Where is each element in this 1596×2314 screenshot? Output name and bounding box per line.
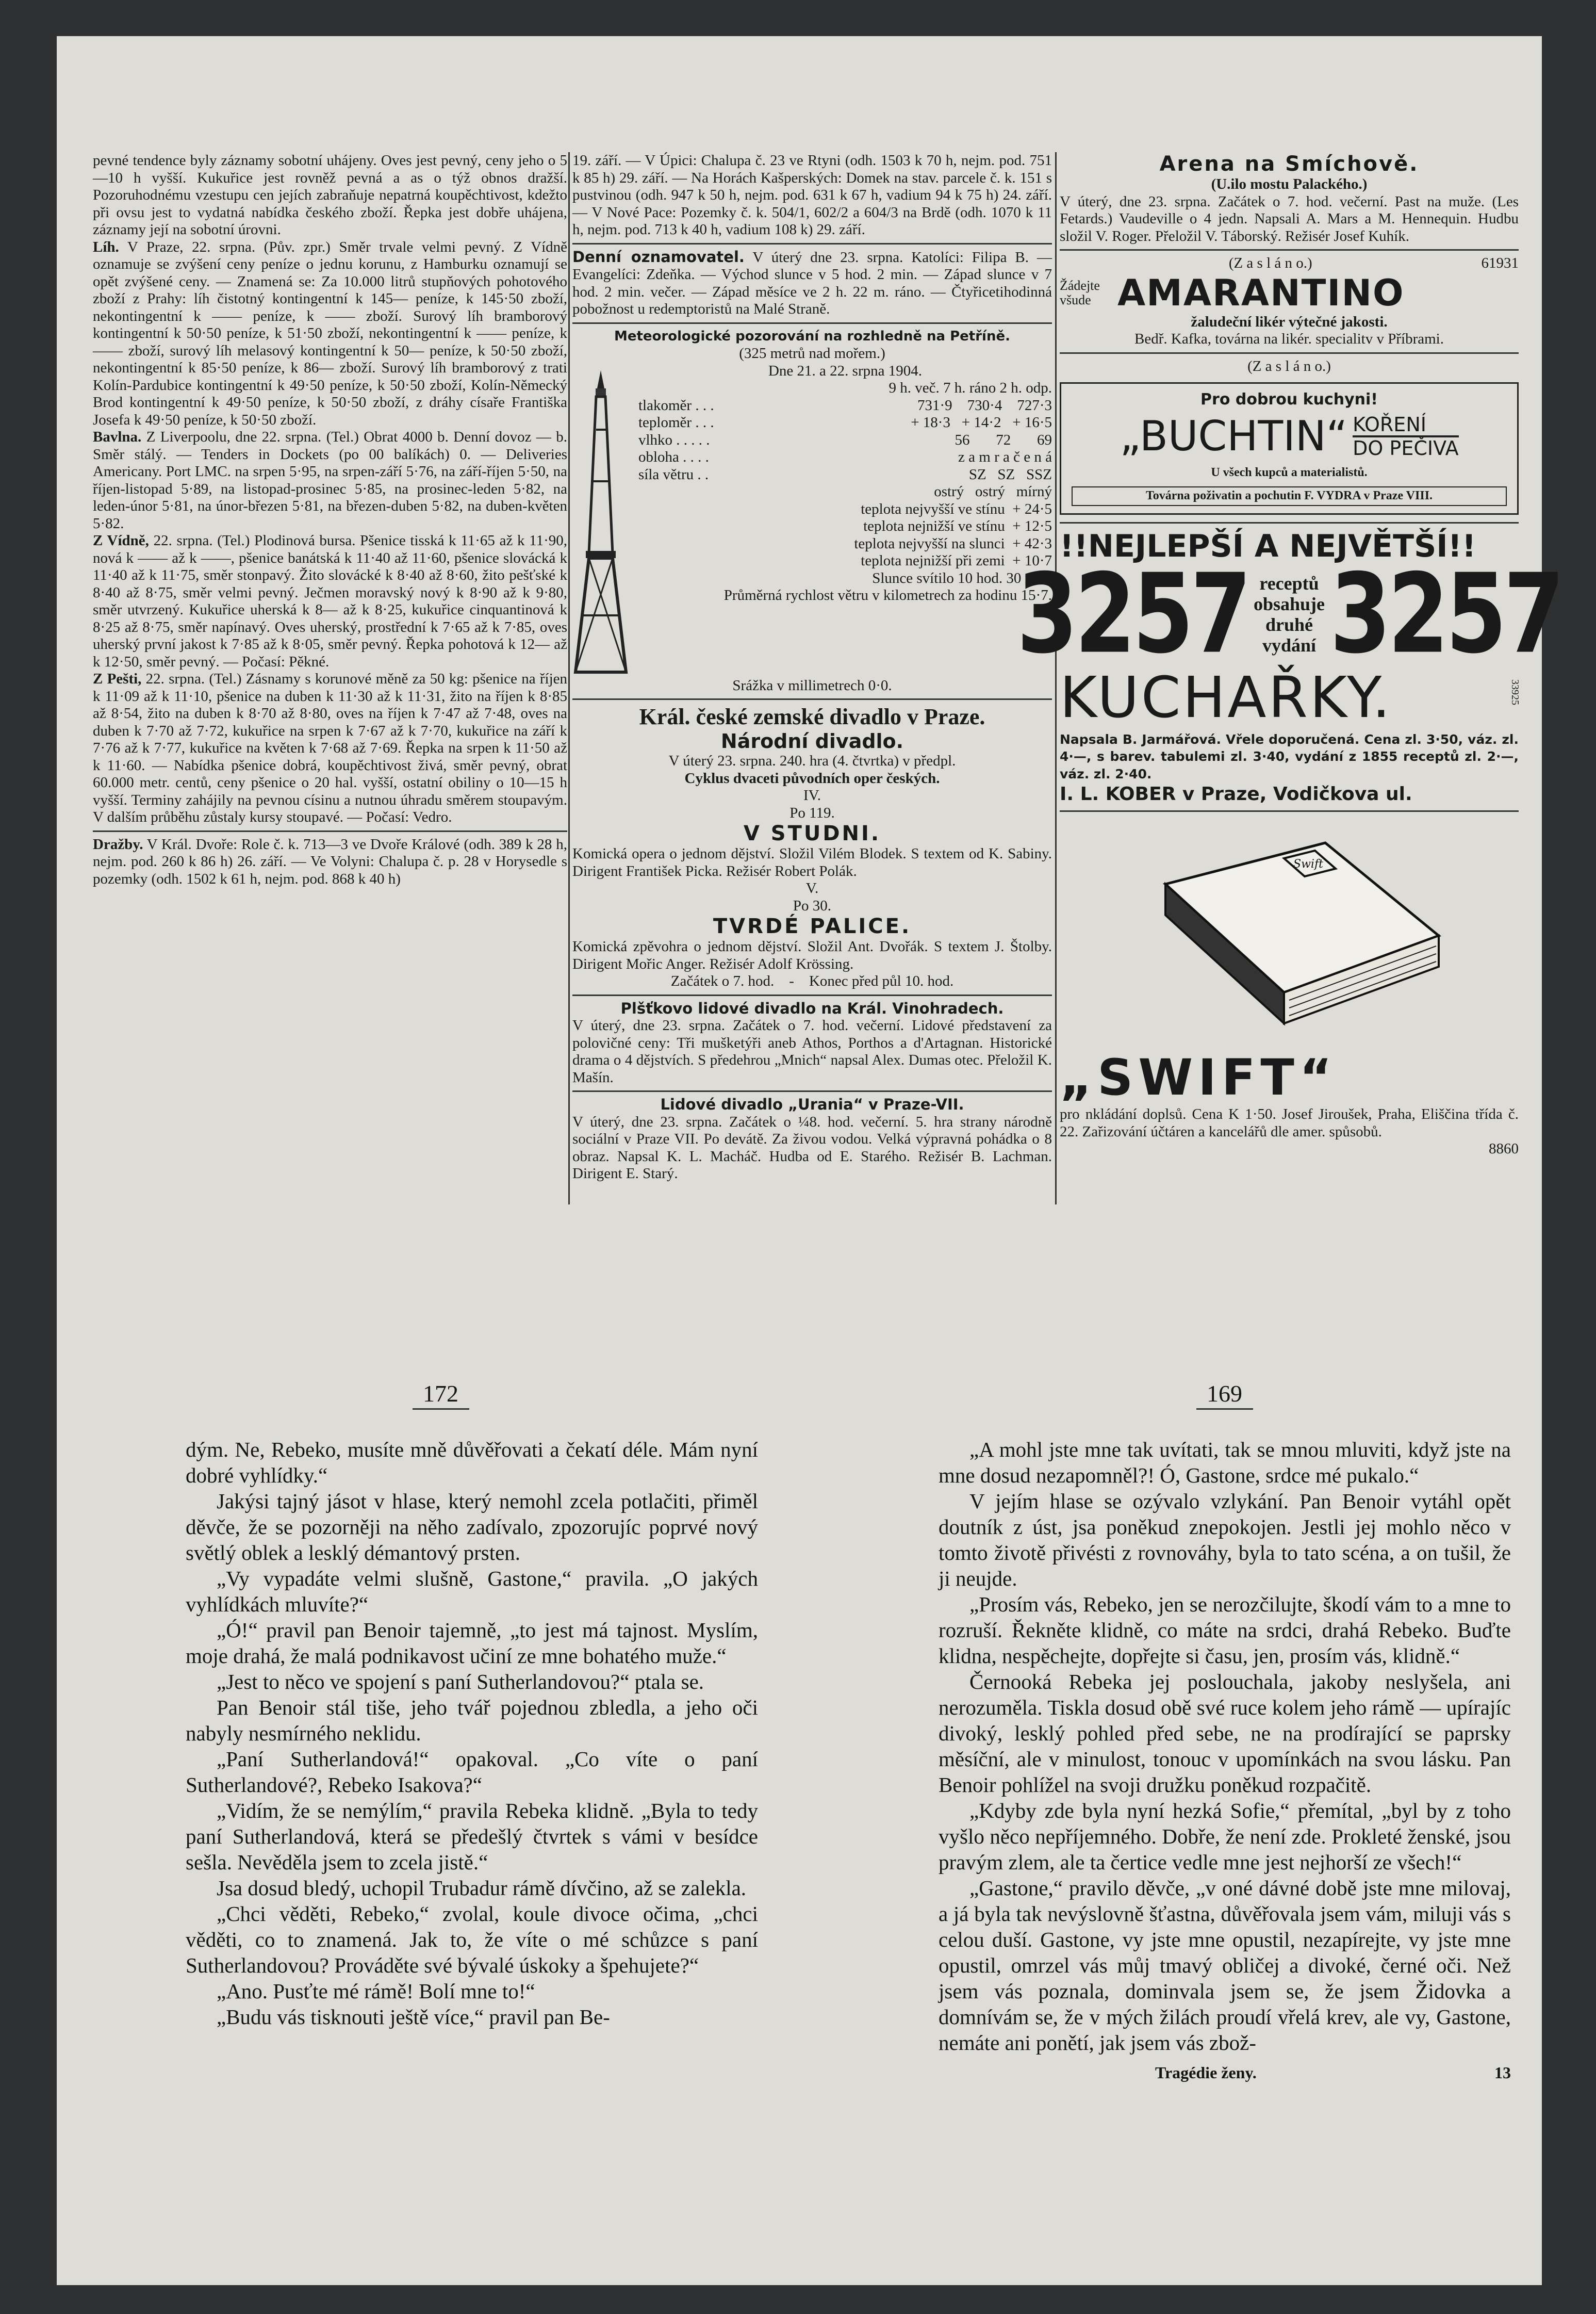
ad-code: 61931 [1481,255,1519,271]
divider [572,1090,1052,1092]
second-word: druhé [1265,614,1313,635]
lih-report [93,239,567,429]
opera-cycle: Cyklus dvaceti původních oper českých. [684,770,940,787]
side-code: 33925 [1509,679,1521,705]
column-rule [1055,152,1057,1204]
amarantino-prompt: Žádejte všude [1060,278,1100,307]
play-title-studni: V STUDNI. [743,822,881,845]
urania-heading: Lidové divadlo „Urania“ v Praze-VII. [660,1096,964,1113]
ad-code-2: 8860 [1489,1140,1519,1157]
left-para: Jsa dosud bledý, uchopil Trubadur rámě dívčino, až se zalekla. [217,1876,747,1900]
right-para: „A mohl jste mne tak uvítati, tak se mnou mluviti, když jste na mne dosud nezapomněl?! Ó, Gastone, srdce mé pukalo.“ [939,1438,1511,1487]
vienna-heading: Z Vídně, [93,532,149,549]
play-title-palice: TVRDÉ PALICE. [713,915,912,938]
buchtin-spice [1353,414,1458,459]
humidity-label: vlhko . . . . . [638,431,710,448]
temp-min-ground: teplota nejnižší při zemi + 10·7 [861,552,1052,569]
arena-heading: Arena na Smíchově. [1159,152,1419,176]
recipe-count-left: 3257 [1016,550,1248,678]
temperature-row [638,414,1052,432]
wind-row [638,466,1052,484]
left-para: „Jest to něco ve spojení s paní Sutherlandovou?“ ptala se. [217,1670,704,1693]
announcements-column [572,152,1052,1183]
pest-report [93,671,567,826]
pest-text: 22. srpna. (Tel.) Zásnamy s korunové měně za 50 kg: pšenice na říjen k 11·09 až k 11·10, pšenice na duben k 11·30 až k 11·31, žito na říjen k 8·85 až 8·54, žito na duben k 8·70 až 8·80, oves na říjen k 7·47 až 7·48, oves na duben k 7·70 až 7·72, kukuřice na srpen k 7·67 až k 7·70, kukuřice na září k 7·76 až k 7·77, kukuřice na květen k 7·68 až 7·69. Řepka na srpen k 11·50 až k 11·60. — Nabídka pšenice dobrá, koupěchtivost živá, směr pevný, obrat 60.000 metr. centů, ceny pšenice o 20 hal. vyšší, ostatní obiliny o 10—15 h vyšší. Terminy zahájily na pevnou císinu a nutnou úhradu směrem stoupavým. V dalším průběhu zůstaly kursy stoupavé. — Počasí: Vedro. [93,671,568,825]
swift-details: pro nkládání doplsů. Cena K 1·50. Josef Jiroušek, Praha, Eliščina třída č. 22. Zařizování účtáren a kancelářů dle amer. spůsobů. [1060,1106,1519,1140]
cookbook-details: Napsala B. Jarmářová. Vřele doporučená. Cena zl. 3·50, váz. zl. 4·—, s barev. tabulemi zl. 3·40, vydání z 1855 receptů zl. 2·—, váz. zl. 2·40. [1060,731,1519,781]
right-para: „Prosím vás, Rebeko, jen se nerozčilujte, škodí vám to a mne to rozruší. Řekněte klidně, co máte na srdci, drahá Rebeko. Buďte klidna, nespěchejte, dopřejte si času, jen, prosím vás, klidně.“ [939,1592,1511,1668]
auction-continued: 19. září. — V Úpici: Chalupa č. 23 ve Rtyni (odh. 1503 k 70 h, nejm. pod. 751 k 85 h) 29. září. — Na Horách Kašperských: Domek na stav. parcele č. k. 151 s pustvinou (odh. 947 k 50 h, nejm. pod. 631 k 67 h, vadium 94 k 75 h) 24. září. — V Nové Pace: Pozemky č. k. 504/1, 602/2 a 604/3 na Brdě (odh. 1070 k 11 h, nejm. pod. 713 k 40 h, vadium 108 k) 29. září. [572,152,1052,238]
buchtin-firm: Továrna poživatin a pochutin F. VYDRA v Praze VIII. [1072,486,1507,506]
cookbook-middle [1254,573,1325,656]
folk-theatre-heading: Plšťkovo lidové divadlo na Král. Vinohradech. [620,999,1004,1017]
divider [1060,810,1519,812]
auction-heading: Dražby. [93,836,143,853]
pressure-label: tlakoměr . . . [638,397,714,414]
pressure-values: 731·9 730·4 727·3 [917,397,1052,414]
meteo-columns: 9 h. več. 7 h. ráno 2 h. odp. [889,380,1052,396]
humidity-values: 56 72 69 [955,431,1052,448]
footer-signature: 13 [1494,2063,1511,2082]
play-description-2: Komická zpěvohra o jednom dějství. Složil Ant. Dvořák. S textem J. Štolby. Dirigent Mořic Anger. Režisér Adolf Krössing. [572,938,1052,972]
right-para: Černooká Rebeka jej poslouchala, jakoby neslyšela, ani nerozuměla. Tiskla dosud obě své ruce kolem jeho rámě — upírajíc divoký, lesklý pohled před sebe, ne na prodírající se paprsky měsíční, ale v minulost, tonouc v upomínkách na svou lásku. Pan Benoir pohlížel na svoji družku poněkud rozpačitě. [939,1670,1511,1797]
vienna-report [93,532,567,671]
zaslano-label: (Z a s l á n o.) [1228,255,1312,271]
left-para: „Paní Sutherlandová!“ opakoval. „Co víte o paní Sutherlandové?, Rebeko Isakova?“ [186,1747,758,1797]
right-book-page [939,1437,1511,2085]
wind-label: síla větru . . [638,466,709,483]
sky-label: obloha . . . . [638,449,709,465]
market-reports-column [93,152,567,888]
divider [1060,522,1519,524]
zaslano-row-1 [1060,255,1519,272]
bavlna-text: Z Liverpoolu, dne 22. srpna. (Tel.) Obrat 4000 b. Denní dovoz — b. Směr stálý. — Tenders in Dockets (po 00 balíkách) 0. — Deliveries Americany. Port LMC. na srpen 5·95, na srpen-září 5·76, na září-říjen 5·50, na říjen-listopad 5·89, na listopad-prosinec 5·85, na prosinec-leden 5·82, na leden-únor 5·81, na únor-březen 5·81, na březen-duben 5·82, na duben-květen 5·82. [93,429,567,532]
auction-report [93,836,567,888]
contains-word: obsahuje [1253,593,1325,614]
sunshine: Slunce svítilo 10 hod. 30 min. [872,569,1052,586]
buchtin-stores: U všech kupců a materialistů. [1211,465,1368,479]
zaslano-label-2: (Z a s l á n o.) [1247,357,1331,374]
temp-max-sun: teplota nejvyšší na slunci + 42·3 [854,535,1052,552]
column-rule [568,152,570,1204]
newspaper-strip [93,152,1562,1210]
best-biggest-headline: !!NEJLEPŠÍ A NEJVĚTŠÍ!! [1060,528,1476,564]
recipes-word: receptů [1259,573,1319,594]
swift-book-label: Swift [1293,858,1323,871]
bavlna-report [93,429,567,532]
temp-min-shade: teplota nejnižší ve stínu + 12·5 [863,518,1052,534]
meteo-date: Dne 21. a 22. srpna 1904. [768,362,922,379]
part-number: IV. [803,787,821,804]
buchtin-koreni: KOŘENÍ [1353,414,1458,437]
folk-theatre-text: V úterý, dne 23. srpna. Začátek o 7. hod. večerní. Lidové představení za polovičné ceny: Tři mušketýři aneb Athos, Porthos a d'Artagnan. Historické drama o 4 dějstvích. S předehrou „Mnich“ napsal Alex. Dumas otec. Přeložil K. Mašín. [572,1017,1052,1086]
recipe-count-right: 3257 [1330,550,1562,678]
performance-number-2: Po 30. [793,897,832,914]
amarantino-ad [1060,272,1519,314]
right-para: „Gastone,“ pravilo děvče, „v oné dávné době jste mne milovaj, a já byla tak nevýslovně šťastna, důvěřovala jsem vám, miluji vás s celou duší. Gastone, vy jste mne opustil, nezapírejte, vy jste mne opustil, omrzel vás můj tmavý obličej a divoké, černé oči. Než jsem vás poznala, dominvala jsem se, že jsem Židovka a domnívám se, že v mých žilách proudí vřelá krev, ale vy, Gastone, nemáte ani ponětí, jak jsem vás zbož- [939,1876,1511,2055]
right-para: „Kdyby zde byla nyní hezká Sofie,“ přemítal, „byl by z toho vyšlo něco nepříjemného. Dobře, že není zde. Prokleté ženské, jsou pravým zlem, ale ta čertice vedle mne jest nejhorší ze všech!“ [939,1799,1511,1874]
sky-value: z a m r a č e n á [958,449,1052,465]
left-page-number: 172 [423,1380,458,1407]
swift-brand: „SWIFT“ [1060,1049,1337,1106]
arena-text: V úterý, dne 23. srpna. Začátek o 7. hod. večerní. Past na muže. (Les Fetards.) Vaudeville o 4 jedn. Napsali A. Mars a M. Hennequin. Hudbu složil V. Roger. Přeložil V. Táborský. Režisér Josef Kuhík. [1060,193,1519,245]
divider [1060,352,1519,354]
divider [572,243,1052,245]
vienna-text: 22. srpna. (Tel.) Plodinová bursa. Pšenice tisská k 11·65 až k 11·90, nová k —— až k ——, pšenice banátská k 11·40 až 11·60, pšenice slovácká k 11·40 až k 11·75, směr stonpavý. Žito slovácké k 8·40 až 8·60, žito pešťské k 8·40 až 8·75, směr velmi pevný. Ječmen moravský nový k 8·90 až k 9·80, směr utvrzený. Kukuřice uherská k 8— až k 8·25, kukuřice cinquantinová k 8·25 až 8·75, směr napínavý. Oves uherský, prostřední k 7·65 až k 7·85, oves uherský první jakost k 7·85 až k 8·05, směr pevný. Řepka pohotová k 12— až k 12·50, směr pevný. — Počasí: Pěkné. [93,532,568,670]
left-para: „Budu vás tisknouti ještě více,“ pravil pan Be- [217,2005,610,2029]
auction-text: V Král. Dvoře: Role č. k. 713—3 ve Dvoře Králové (odh. 389 k 28 h, nejm. pod. 260 k 86 h) 26. září. — Ve Volyni: Chalupa č. p. 28 v Horysedle s pozemky (odh. 1502 k 61 h, nejm. pod. 868 k 40 h) [93,836,567,887]
theatre-heading: Král. české zemské divadlo v Praze. [639,704,985,729]
performance-times: Začátek o 7. hod. - Konec před půl 10. hod. [670,973,954,989]
daily-notice-text: V úterý dne 23. srpna. Katolíci: Filipa B. — Evangelíci: Zdeňka. — Východ slunce v 5 hod. 2 min. — Západ slunce v 7 hod. 2 min. večer. — Západ měsíce ve 2 h. 22 m. ráno. — Čtyřicetihodinná pobožnost u redemptoristů na Malé Straně. [572,249,1052,317]
sky-row [638,449,1052,466]
national-theatre-heading: Národní divadlo. [720,730,904,753]
play-description-1: Komická opera o jednom dějství. Složil Vilém Blodek. S textem od K. Sabiny. Dirigent František Picka. Režisér Robert Polák. [572,845,1052,879]
buchtin-ad [1060,382,1519,515]
divider [572,698,1052,700]
buchtin-brand: „BUCHTIN“ [1120,412,1348,460]
cookbook-title: KUCHAŘKY. [1060,664,1392,730]
left-book-page [186,1437,758,2030]
meteo-subheading: (325 metrů nad mořem.) [739,345,885,362]
wind-speed: Průměrná rychlost větru v kilometrech za hodinu 15·7. [723,587,1052,604]
petrin-tower-icon [572,368,629,677]
left-para: „Vidím, že se nemýlím,“ pravila Rebeka klidně. „Byla to tedy paní Sutherlandová, která se předešlý čtvrtek s vámi v besídce sešla. Nevěděla jsem to zcela jistě.“ [186,1799,758,1874]
edition-word: vydání [1262,634,1317,656]
amarantino-firm: Bedř. Kafka, továrna na likér. specialitv v Příbrami. [1134,331,1444,347]
precipitation: Srážka v millimetrech 0·0. [732,677,892,694]
meteo-heading: Meteorologické pozorování na rozhledně na Petříně. [614,328,1010,344]
scanned-page [57,36,1562,2285]
performance-number: Po 119. [789,804,835,821]
bavlna-heading: Bavlna. [93,429,142,445]
pest-heading: Z Pešti, [93,671,142,687]
left-para: dým. Ne, Rebeko, musíte mně důvěřovati a čekatí déle. Mám nyní dobré vyhlídky.“ [186,1438,758,1487]
left-para: „Chci věděti, Rebeko,“ zvolal, koule divoce očima, „chci věděti, co to znamená. Jak to, že víte o mé schůzce s paní Sutherlandovou? Prováděte své bývalé úskoky a špehujete?“ [186,1902,758,1977]
wind-strength: ostrý ostrý mírný [934,483,1052,500]
amarantino-brand: AMARANTINO [1117,271,1405,314]
right-page-number-rule [1196,1408,1253,1410]
buchtin-dopeciva: DO PEČIVA [1353,436,1459,460]
left-page-number-rule [413,1408,469,1410]
temp-max-shade: teplota nejvyšší ve stínu + 24·5 [861,500,1052,517]
humidity-row [638,432,1052,449]
arena-subheading: (U.ilo mostu Palackého.) [1211,176,1368,192]
lih-text: V Praze, 22. srpna. (Pův. zpr.) Směr trvale velmi pevný. Z Vídně oznamuje se zvýšení ceny peníze o jednu korunu, z Hamburku oznamují se opět zvýšené ceny. — Znamená se: Za 10.000 litrů stupňových pohotového zboží z Prahy: líh čistotný kontingentní k 145— peníze, k 145·50 zboží, nekontingentní k —— peníze, k —— zboží. Surový líh bramborový kontingentní k 50·50 peníze, k 51·50 zboží, nekontingentní k —— peníze, k —— zboží, surový líh melasový kontingentní k 50— peníze, k 50·50 zboží, nekontingentní k 85·50 peníze, k 86— zboží. Surový líh bramborový z trati Kolín-Pardubice kontingentní k 49·50 peníze, k 50·50 zboží, Kolín-Německý Brod kontingentní k 49·50 peníze, k 50·50 zboží, z dráhy císaře Františka Josefa k 49·50 peníze, k 50·50 zboží. [93,238,567,428]
left-para: „Ó!“ pravil pan Benoir tajemně, „to jest má tajnost. Myslím, moje drahá, že malá podnikavost učiní ze mne bohatého muže.“ [186,1618,758,1668]
buchtin-main-row [1072,412,1507,461]
part-number-2: V. [805,880,819,897]
left-para: „Vy vypadáte velmi slušně, Gastone,“ pravila. „O jakých vyhlídkách mluvíte?“ [186,1567,758,1616]
amarantino-subtitle: žaludeční likér výtečné jakosti. [1191,313,1388,330]
left-para: „Ano. Pusťte mé rámě! Bolí mne to!“ [217,1979,535,2003]
temperature-values: + 18·3 + 14·2 + 16·5 [911,414,1052,431]
footer-title: Tragédie ženy. [1155,2063,1257,2082]
advertisements-column [1016,152,1562,1158]
lih-heading: Líh. [93,238,119,255]
right-para: V jejím hlase se ozývalo vzlykání. Pan Benoir vytáhl opět doutník z úst, jsa poněkud znepokojen. Jestli jej mohlo něco v tomto životě přivésti z rovnováhy, byla to tato scéna, a on tušil, že ji neujde. [939,1489,1511,1590]
kucharky-row [1060,664,1519,731]
performance-date: V úterý 23. srpna. 240. hra (4. čtvrtka) v předpl. [668,753,956,769]
temperature-label: teploměr . . . [638,414,714,431]
cookbook-ad [1016,550,1562,678]
divider [572,322,1052,324]
swift-ledger-icon [1129,822,1449,1039]
left-para: Jakýsi tajný jásot v hlase, který nemohl zcela potlačiti, přiměl děvče, že se pozorněji na něho zadívalo, zpozorujíc poprvé nový světlý oblek a lesklý démantový prsten. [186,1489,758,1565]
divider [572,995,1052,996]
page-footer [939,2060,1511,2085]
urania-text: V úterý, dne 23. srpna. Začátek o ¼8. hod. večerní. 5. hra strany národně sociální v Praze VII. Po devátě. Za živou vodou. Velká výpravná pohádka o 8 obraz. Napsal K. L. Macháč. Hudba od E. Starého. Režisér B. Lachman. Dirigent E. Starý. [572,1113,1052,1182]
kober-publisher: I. L. KOBER v Praze, Vodičkova ul. [1060,784,1412,805]
daily-notice-heading: Denní oznamovatel. [572,248,745,266]
pressure-row [638,397,1052,415]
right-page-number: 169 [1207,1380,1242,1407]
daily-notice [572,249,1052,318]
grain-report: pevné tendence byly záznamy sobotní uhájeny. Oves jest pevný, ceny jeho o 5—10 h vyšší. Kukuřice jest rovněž pevná a as o týž obnos dražší. Pozoruhodnému vzestupu cen jejích zabraňuje nepatrná koupěchtivost, kdežto při ovsu jest to vydatná nabídka českého zboží. Řepka jest dobře uhájena, záznamy její na sobotní úrovni. [93,152,567,238]
left-para: Pan Benoir stál tiše, jeho tvář pojednou zbledla, a jeho oči nabyly nesmírného neklidu. [186,1696,758,1745]
divider [1060,249,1519,251]
wind-direction: SZ SZ SSZ [968,466,1052,483]
buchtin-top: Pro dobrou kuchyni! [1200,390,1378,409]
divider [93,830,567,832]
